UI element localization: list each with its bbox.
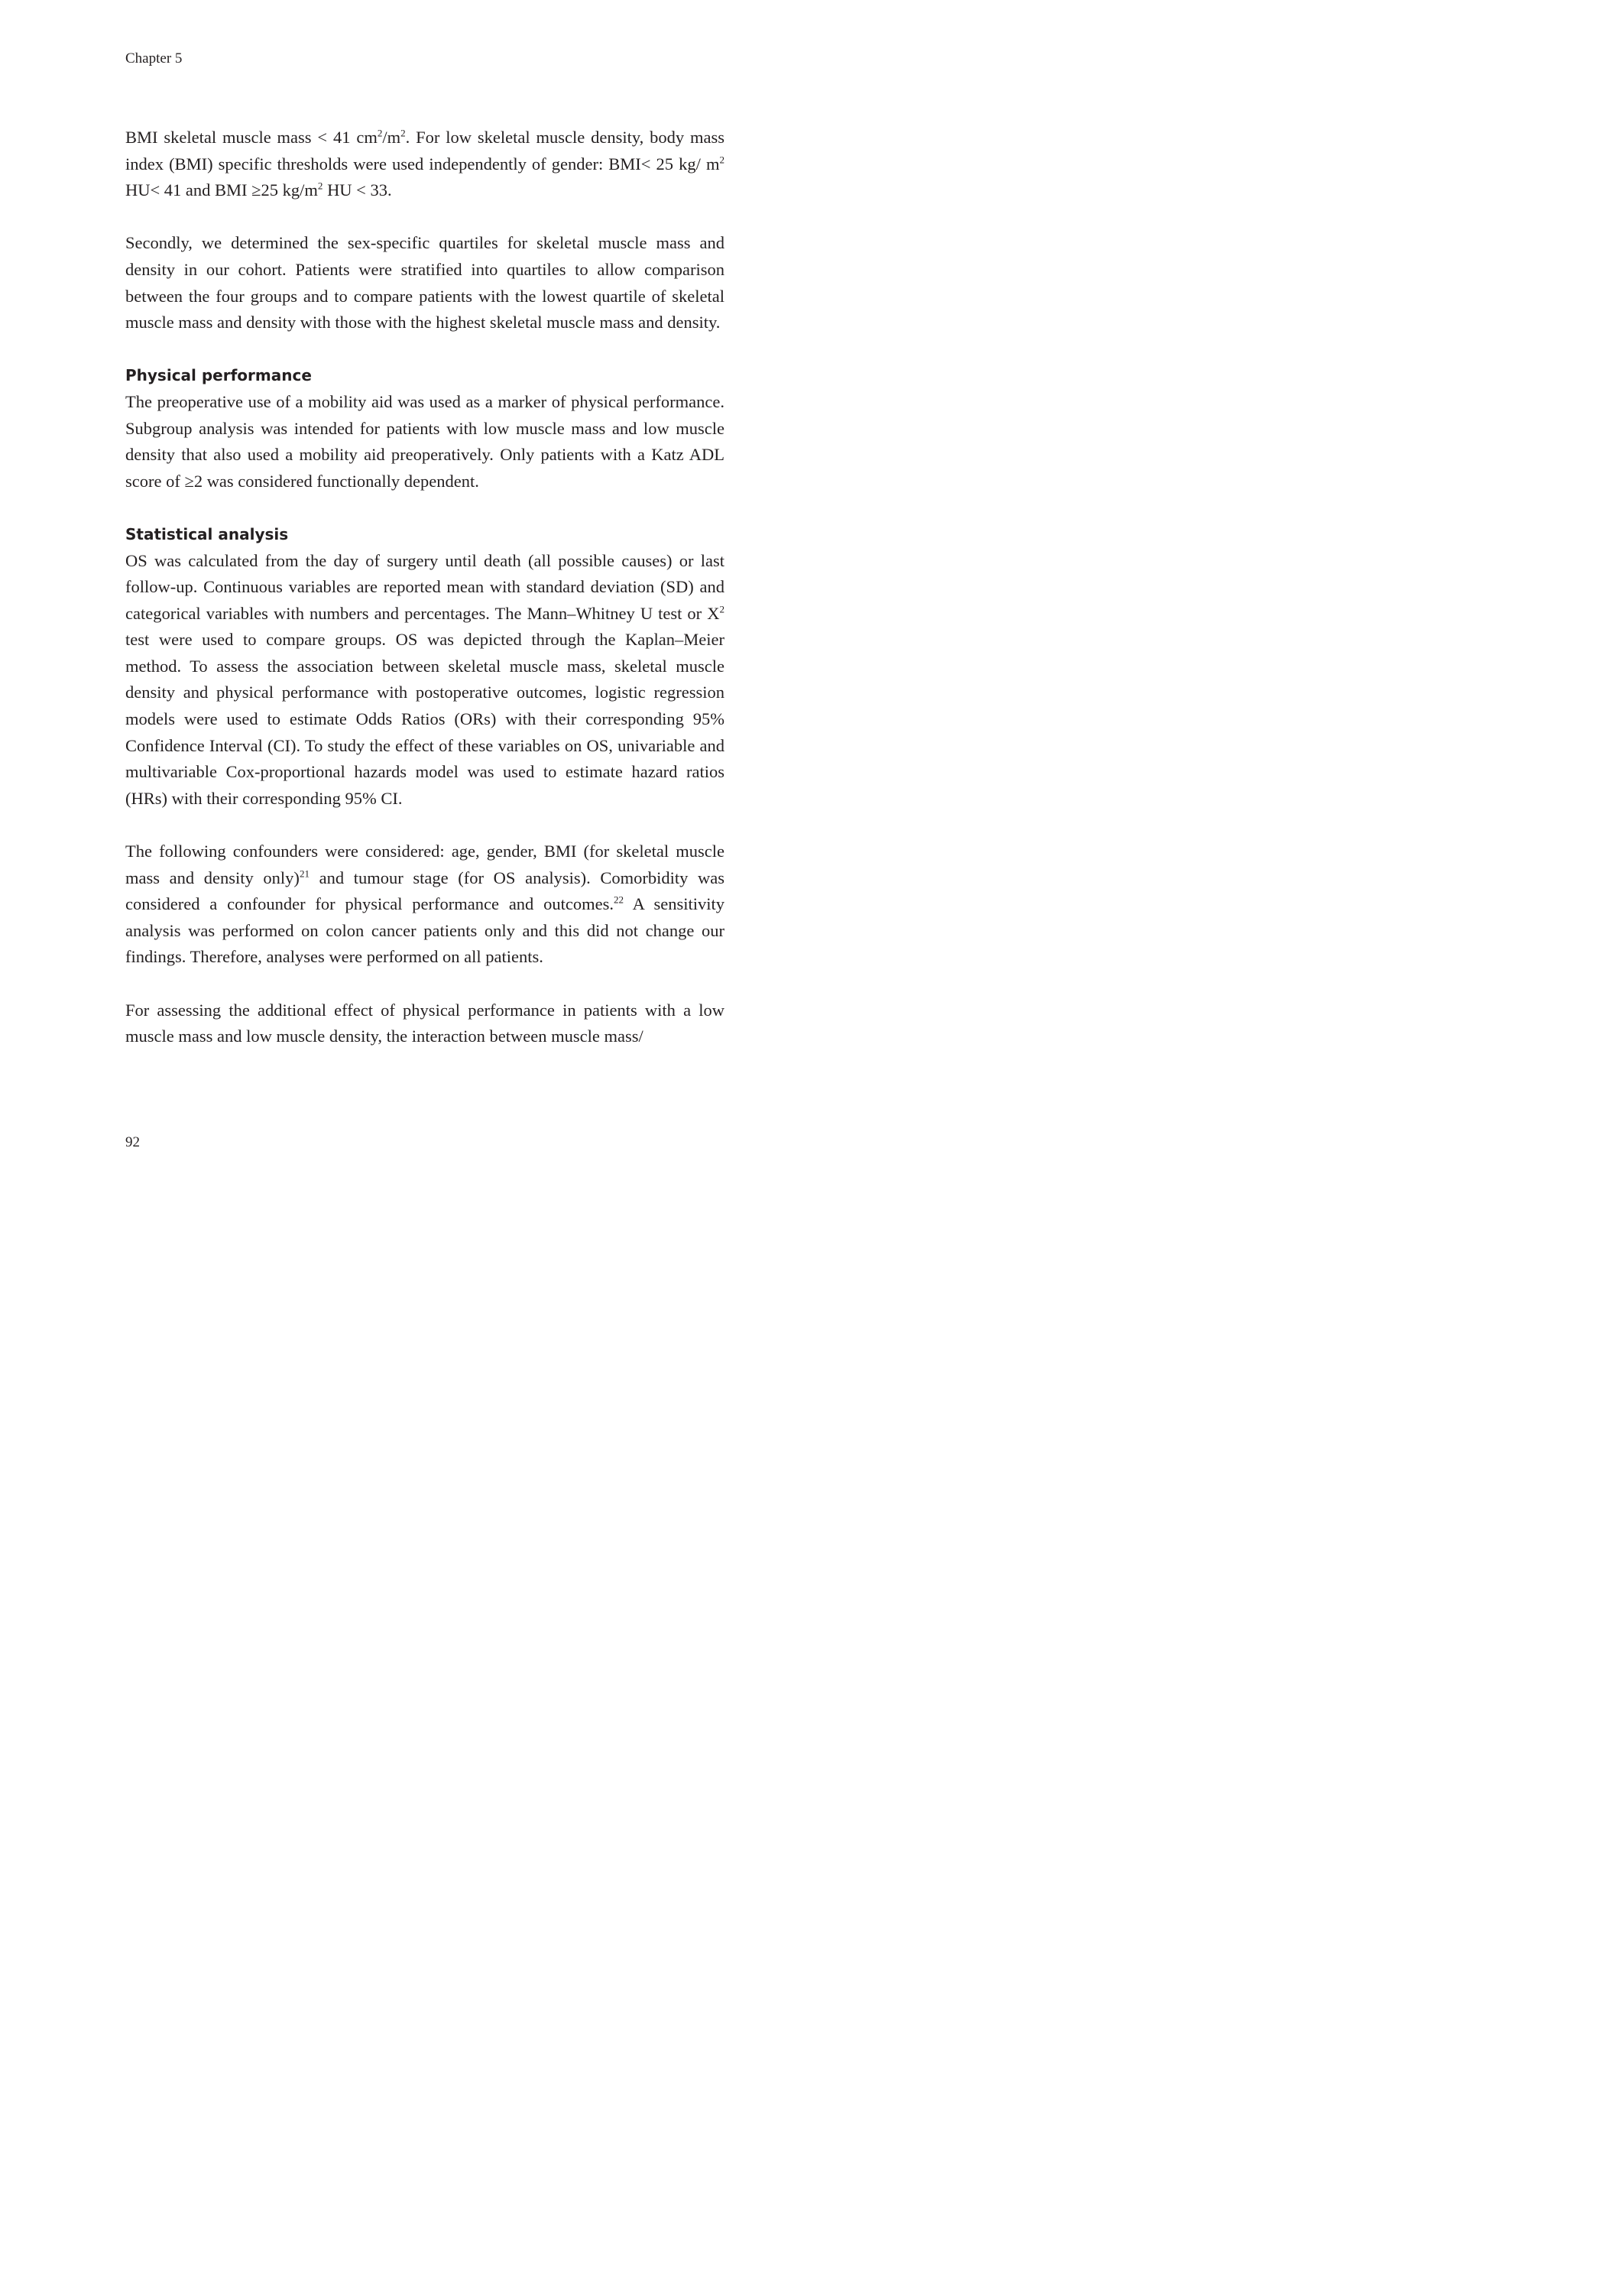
paragraph-statistical-analysis	[125, 548, 724, 812]
text-run: test were used to compare groups. OS was depicted through the Kaplan–Meier method. To assess the association between skeletal muscle mass, skeletal muscle density and physical performance with postoperative outcomes, logistic regression models were used to estimate Odds Ratios (ORs) with their corresponding 95% Confidence Interval (CI). To study the effect of these variables on OS, univariable and multivariable Cox-proportional hazards model was used to estimate hazard ratios (HRs) with their corresponding 95% CI.	[125, 630, 724, 808]
paragraph-gap	[125, 971, 724, 997]
superscript: 2	[317, 180, 323, 192]
text-run: and tumour stage (for OS analysis). Comorbidity was considered a confounder for physical performance and outcomes.	[125, 868, 724, 914]
body-text	[125, 125, 724, 1050]
text-run: BMI skeletal muscle mass < 41 cm	[125, 128, 378, 147]
superscript: 2	[719, 603, 724, 615]
page-number: 92	[125, 1134, 140, 1150]
running-head: Chapter 5	[125, 50, 183, 66]
paragraph-gap	[125, 204, 724, 231]
heading-physical-performance: Physical performance	[125, 366, 312, 385]
document-page	[0, 0, 843, 1188]
heading-statistical-analysis: Statistical analysis	[125, 524, 289, 543]
text-run: HU< 41 and BMI ≥25 kg/m	[125, 180, 318, 200]
superscript: 2	[400, 127, 406, 139]
paragraph-quartiles: Secondly, we determined the sex-specific quartiles for skeletal muscle mass and density in our cohort. Patients were stratified into quartiles to allow comparison between the four groups and to compare patients with the lowest quartile of skeletal muscle mass and density with those with the highest skeletal muscle mass and density.	[125, 233, 724, 332]
paragraph-gap	[125, 495, 724, 521]
superscript: 2	[719, 154, 724, 166]
paragraph-gap	[125, 812, 724, 838]
paragraph-gap	[125, 336, 724, 363]
text-run: A sensitivity analysis was performed on colon cancer patients only and this did not change our findings. Therefore, analyses were performed on all patients.	[125, 894, 724, 967]
paragraph-bmi-thresholds	[125, 125, 724, 204]
text-run: . For low skeletal muscle density, body mass index (BMI) specific thresholds were used independently of gender: BMI< 25 kg/ m	[125, 128, 724, 174]
superscript: 22	[614, 894, 624, 906]
superscript: 2	[377, 127, 383, 139]
text-run: /m	[382, 128, 401, 147]
text-run: HU < 33.	[323, 180, 392, 200]
paragraph-physical-performance: The preoperative use of a mobility aid was used as a marker of physical performance. Subgroup analysis was intended for patients with low muscle mass and low muscle density that also used a mobility aid preoperatively. Only patients with a Katz ADL score of ≥2 was considered functionally dependent.	[125, 391, 724, 491]
paragraph-confounders	[125, 838, 724, 971]
paragraph-interaction: For assessing the additional effect of physical performance in patients with a low muscle mass and low muscle density, the interaction between muscle mass/	[125, 1000, 724, 1046]
text-run: The following confounders were considered: age, gender, BMI (for skeletal muscle mass and density only)	[125, 842, 724, 887]
text-run: OS was calculated from the day of surgery until death (all possible causes) or last follow-up. Continuous variables are reported mean with standard deviation (SD) and categorical variables with numbers and percentages. The Mann–Whitney U test or X	[125, 550, 724, 623]
superscript: 21	[299, 868, 310, 880]
